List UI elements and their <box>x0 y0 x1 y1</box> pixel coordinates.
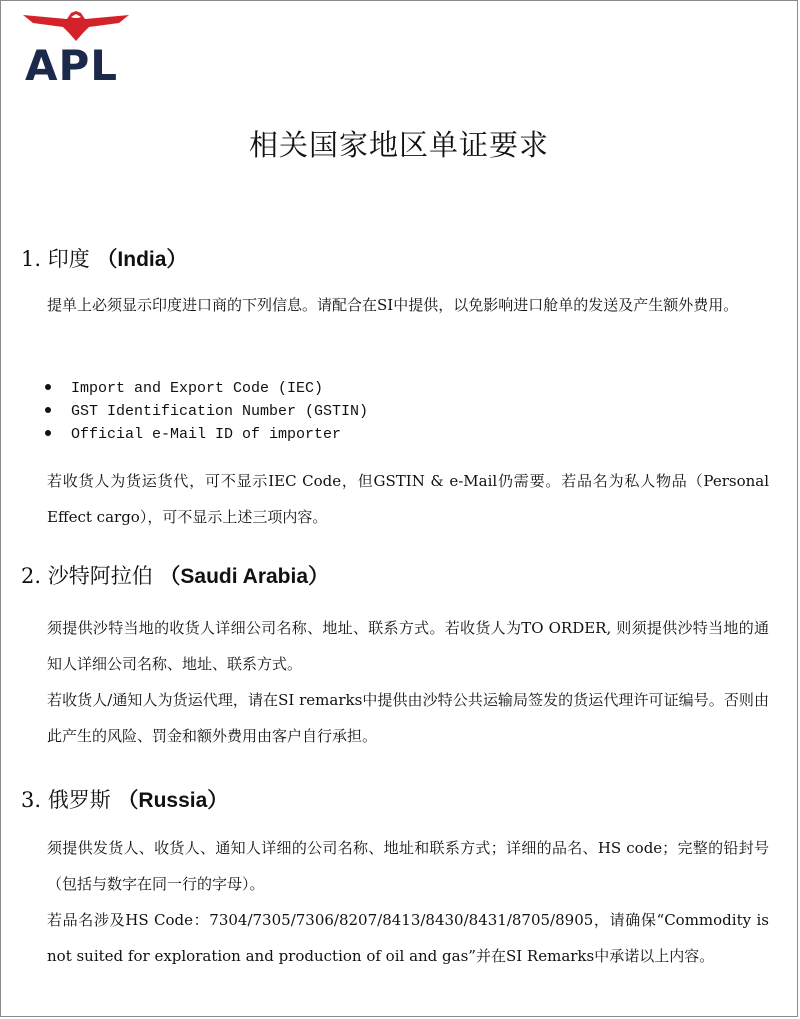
list-item-text: Import and Export Code (IEC) <box>71 380 324 397</box>
section-heading <box>21 786 771 814</box>
section-heading-cn: 印度 <box>47 247 90 271</box>
section-heading <box>21 562 771 590</box>
india-requirement-text: 提单上必须显示印度进口商的下列信息。请配合在SI中提供，以免影响进口舱单的发送及产生额外费用。 <box>47 296 739 314</box>
list-item-text: Official e-Mail ID of importer <box>71 426 342 443</box>
section-number: 3. <box>21 788 42 812</box>
list-item <box>41 400 368 423</box>
section-heading <box>21 245 771 273</box>
section-saudi-arabia <box>21 562 771 745</box>
section-number: 2. <box>21 564 42 588</box>
section-heading-en: （Russia） <box>117 789 229 812</box>
logo-text: APL <box>25 41 119 90</box>
list-item <box>41 423 368 446</box>
list-item-text: GST Identification Number (GSTIN) <box>71 403 369 420</box>
section-number: 1. <box>21 247 42 271</box>
russia-note-text: 若品名涉及HS Code：7304/7305/7306/8207/8413/8430/8431/8705/8905，请确保“Commodity is not suited for exploration and production of oil and gas”并在SI Remarks中承诺以上内容。 <box>47 911 769 965</box>
section-russia <box>21 786 771 965</box>
page-title: 相关国家地区单证要求 <box>248 128 549 162</box>
section-heading-cn: 沙特阿拉伯 <box>47 564 153 588</box>
eagle-icon <box>23 11 129 45</box>
bullet-icon <box>45 407 51 413</box>
bullet-icon <box>45 430 51 436</box>
section-india <box>21 245 771 526</box>
section-heading-cn: 俄罗斯 <box>47 788 111 812</box>
apl-logo <box>23 11 133 90</box>
list-item <box>41 377 368 400</box>
bullet-icon <box>45 384 51 390</box>
russia-requirement-text: 须提供发货人、收货人、通知人详细的公司名称、地址和联系方式；详细的品名、HS code；完整的铅封号（包括与数字在同一行的字母）。 <box>47 839 769 893</box>
india-note-text: 若收货人为货运货代，可不显示IEC Code，但GSTIN & e-Mail仍需要。若品名为私人物品（Personal Effect cargo），可不显示上述三项内容。 <box>47 472 769 526</box>
saudi-note-text: 若收货人/通知人为货运代理，请在SI remarks中提供由沙特公共运输局签发的货运代理许可证编号。否则由此产生的风险、罚金和额外费用由客户自行承担。 <box>47 691 769 745</box>
section-heading-en: （Saudi Arabia） <box>159 565 330 588</box>
section-heading-en: （India） <box>96 248 188 271</box>
saudi-requirement-text: 须提供沙特当地的收货人详细公司名称、地址、联系方式。若收货人为TO ORDER, 则须提供沙特当地的通知人详细公司名称、地址、联系方式。 <box>47 619 769 673</box>
india-bullet-list <box>41 377 368 446</box>
